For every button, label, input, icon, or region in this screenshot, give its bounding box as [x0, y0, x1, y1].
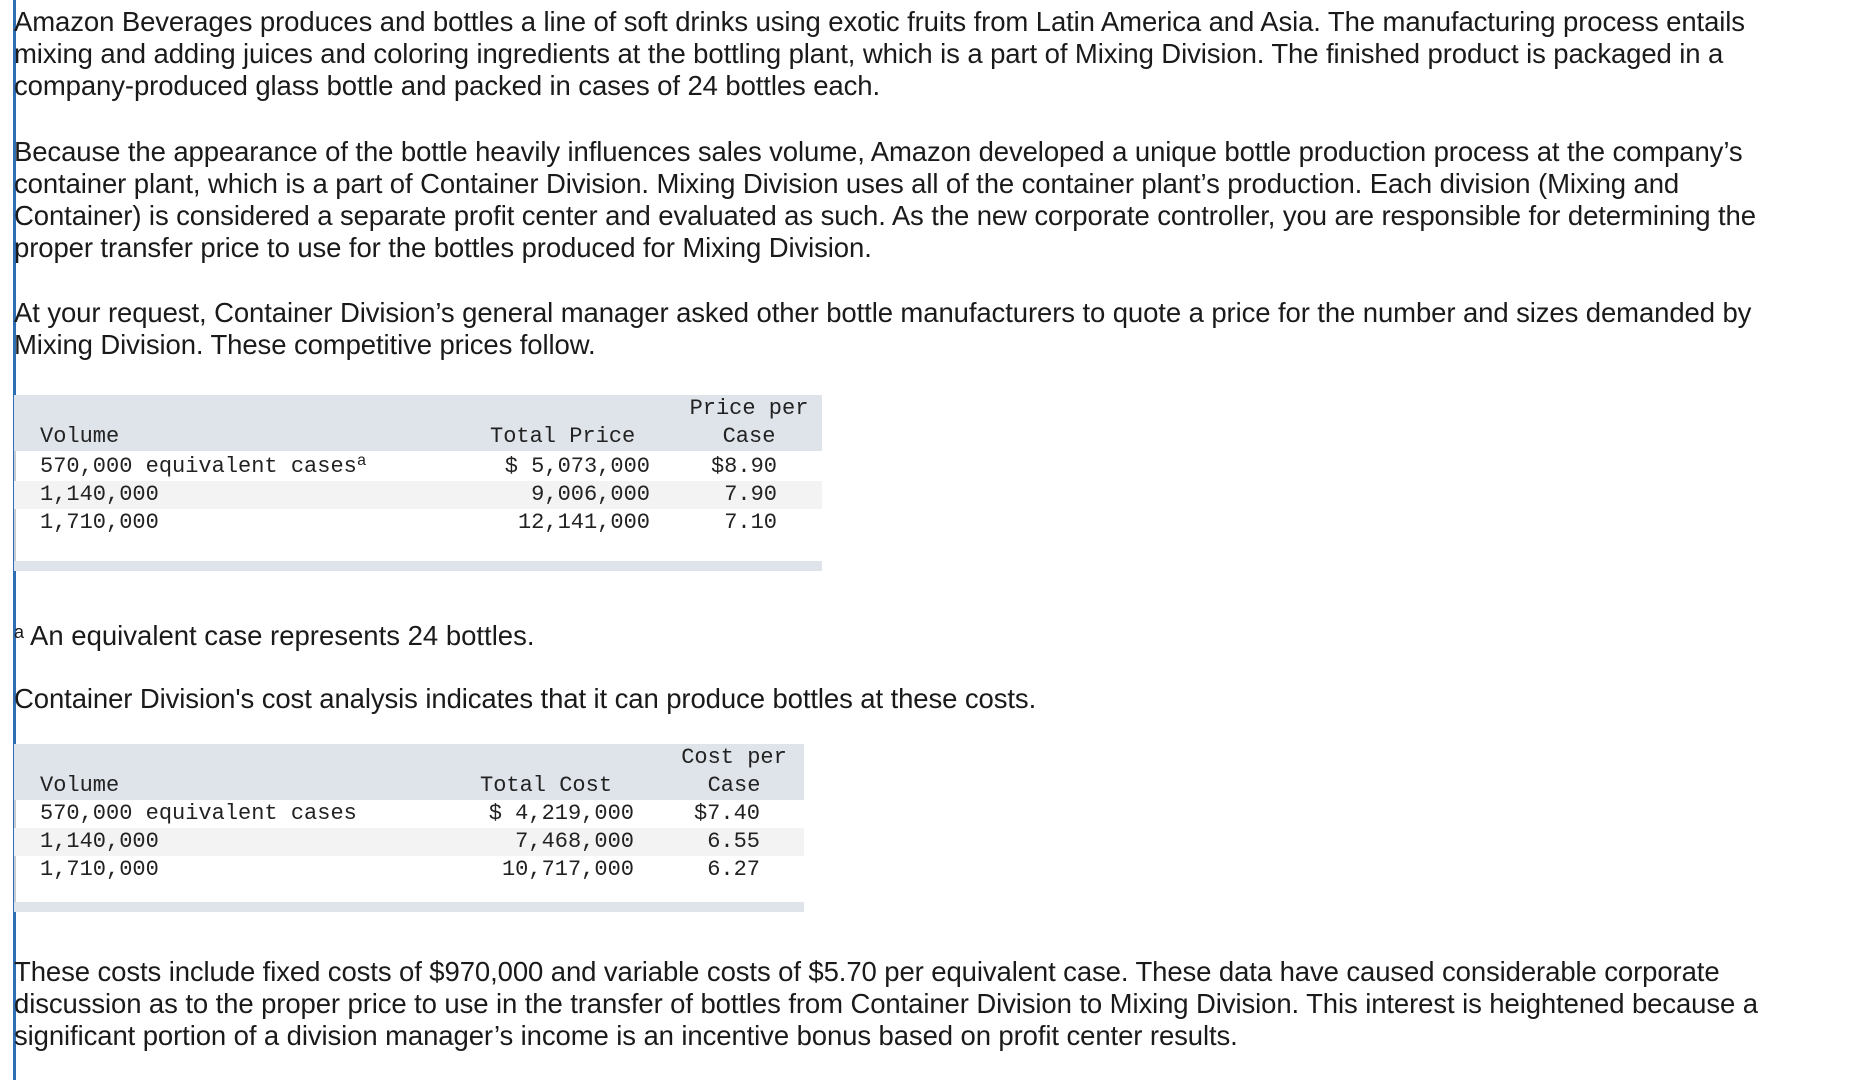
table-row — [14, 800, 804, 828]
row-total: 7,468,000 — [515, 829, 634, 854]
row-per-case: 7.90 — [724, 482, 777, 507]
row-per-case: $8.90 — [710, 454, 777, 479]
footnote — [14, 620, 535, 652]
row-volume: 1,710,000 — [40, 857, 159, 882]
header-volume: Volume — [40, 773, 120, 798]
header-case: Case — [707, 773, 761, 798]
table-row — [14, 453, 822, 481]
row-total: $ 5,073,000 — [504, 454, 650, 479]
competitive-price-table — [14, 395, 822, 571]
row-volume: 1,140,000 — [40, 829, 159, 854]
row-volume: 1,710,000 — [40, 510, 159, 535]
row-volume: 1,140,000 — [40, 482, 159, 507]
row-per-case: 6.27 — [707, 857, 760, 882]
paragraph-cost-discussion: These costs include fixed costs of $970,000 and variable costs of $5.70 per equivalent case. These data have caused considerable corporate discussion as to the proper price to use in the transfer of bottles from Container Division to Mixing Division. This interest is heightened because a significant portion of a division manager’s income is an incentive bonus based on profit center results. — [14, 956, 1758, 1051]
row-per-case: $7.40 — [693, 801, 760, 826]
table-bottom-bar — [14, 902, 804, 912]
paragraph-cost-analysis: Container Division's cost analysis indicates that it can produce bottles at these costs. — [14, 683, 1037, 714]
row-volume: 570,000 equivalent cases — [40, 801, 357, 826]
paragraph-competitive-prices: At your request, Container Division’s general manager asked other bottle manufacturers to quote a price for the number and sizes demanded by Mixing Division. These competitive prices follow. — [14, 297, 1752, 360]
header-volume: Volume — [40, 424, 120, 449]
paragraph-bottle-process: Because the appearance of the bottle heavily influences sales volume, Amazon developed a unique bottle production process at the company’s container plant, which is a part of Container Division. Mixing Division uses all of the container plant’s production. Each division (Mixing and Container) is considered a separate profit center and evaluated as such. As the new corporate controller, you are responsible for determining the proper transfer price to use for the bottles produced for Mixing Division. — [14, 136, 1756, 263]
table-row — [14, 481, 822, 509]
row-total: $ 4,219,000 — [488, 801, 634, 826]
table-header — [14, 395, 822, 451]
cost-table — [14, 744, 804, 912]
header-total-price: Total Price — [490, 424, 636, 449]
footnote-text: An equivalent case represents 24 bottles. — [30, 620, 535, 651]
row-total: 12,141,000 — [517, 510, 650, 535]
table-bottom-bar — [14, 561, 822, 571]
table-header — [14, 744, 804, 800]
row-total: 10,717,000 — [501, 857, 634, 882]
header-cost-per: Cost per — [681, 745, 787, 770]
paragraph-intro: Amazon Beverages produces and bottles a line of soft drinks using exotic fruits from Latin America and Asia. The manufacturing process entails mixing and adding juices and coloring ingredients at the bottling plant, which is a part of Mixing Division. The finished product is packaged in a company-produced glass bottle and packed in cases of 24 bottles each. — [14, 6, 1745, 101]
header-total-cost: Total Cost — [480, 773, 613, 798]
row-per-case: 7.10 — [724, 510, 777, 535]
row-per-case: 6.55 — [707, 829, 760, 854]
table-row — [14, 828, 804, 856]
table-row — [14, 509, 822, 537]
table-row — [14, 856, 804, 884]
header-price-per: Price per — [689, 396, 809, 421]
header-case: Case — [722, 424, 776, 449]
row-total: 9,006,000 — [531, 482, 650, 507]
row-volume: 570,000 equivalent cases$^a$ — [40, 452, 367, 479]
footnote-marker: a — [14, 622, 25, 642]
